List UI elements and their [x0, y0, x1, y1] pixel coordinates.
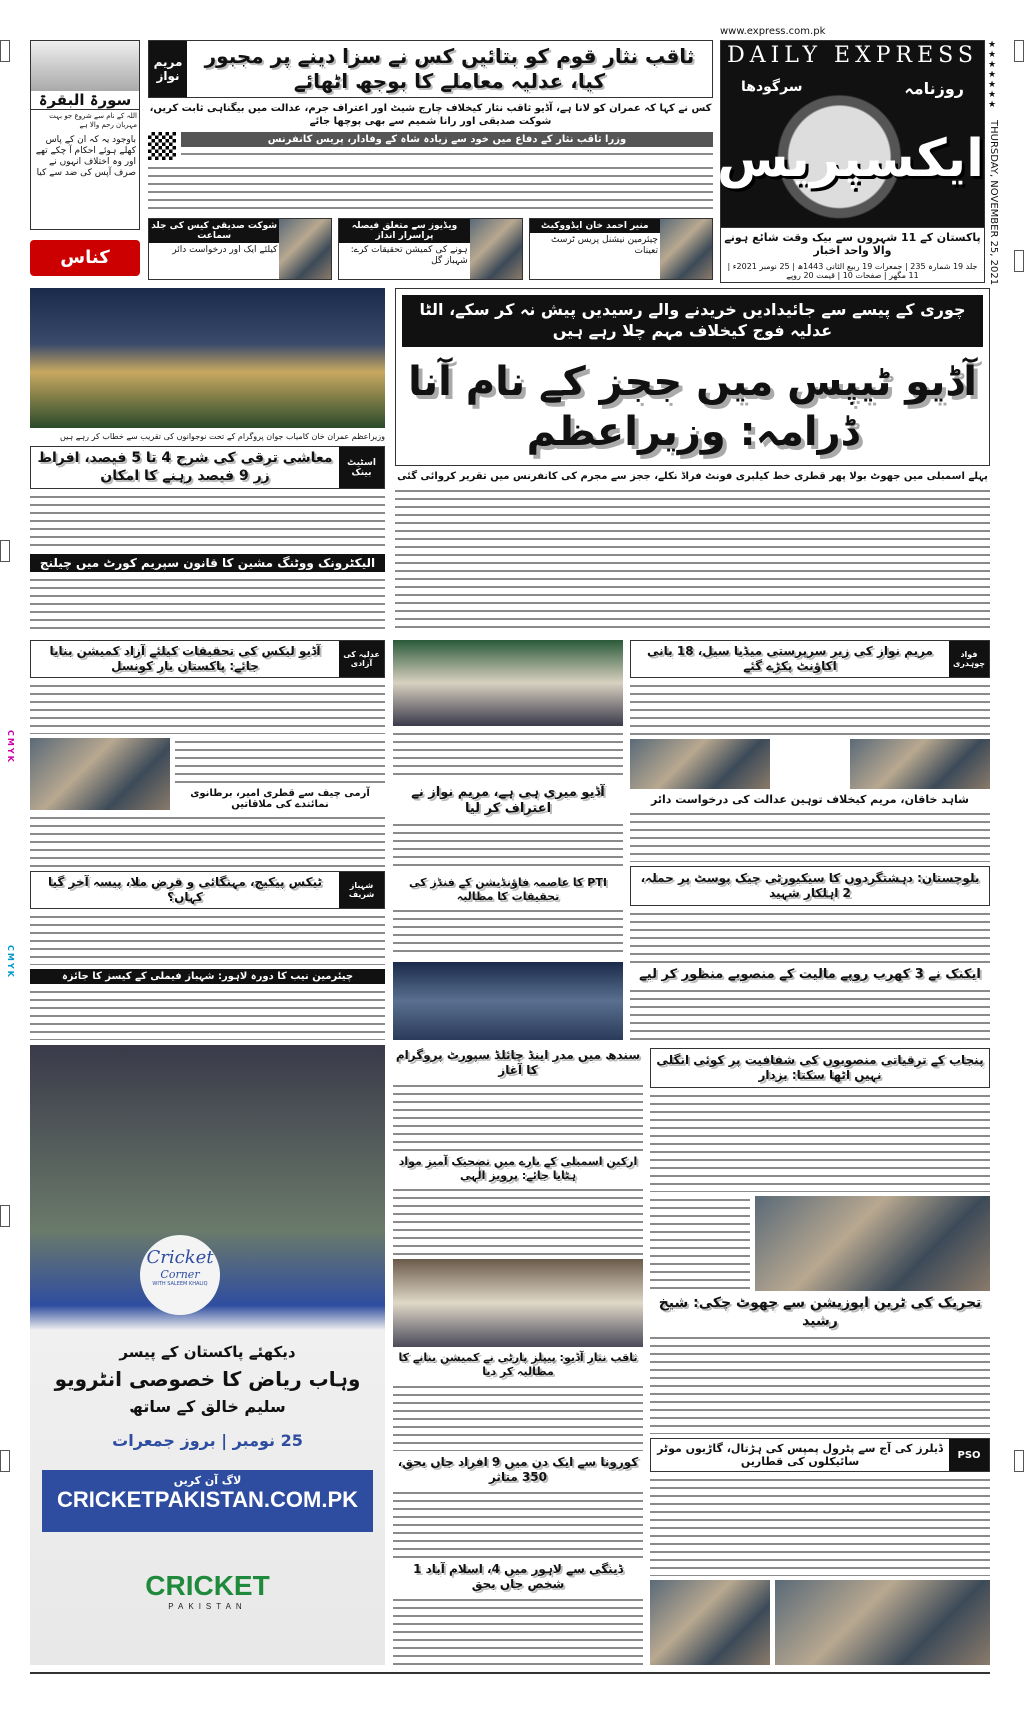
stars-icon: ★ ★ ★ ★ ★ ★ ★: [988, 40, 997, 110]
article-body: [175, 738, 385, 785]
profile-title: شوکت صدیقی کیس کی جلد سماعت: [149, 219, 279, 243]
quran-title: سورۃ البقرۃ: [31, 91, 139, 110]
profile-card: [529, 218, 713, 280]
cricket-pakistan-logo: CRICKET PAKISTAN: [145, 1570, 270, 1611]
right-column-middle: [630, 640, 990, 1040]
story-headline-box: [650, 1438, 990, 1472]
article-body: [395, 487, 990, 632]
article-body: [393, 1082, 643, 1151]
story-headline: کورونا سے ایک دن میں 9 افراد جاں بحق، 350 متاثر: [397, 1455, 639, 1485]
story-headline-box: [30, 640, 385, 678]
story-headline: ارکین اسمبلی کے بارے میں تضحیک آمیز مواد ہٹایا جائے: پرویز الٰہی: [398, 1154, 638, 1182]
profile-caption: کیلئے ایک اور درخواست دائر: [172, 245, 278, 255]
cmyk-mark: CMYK: [6, 730, 15, 764]
story-headline: ثاقب نثار آڈیو: پیپلز پارٹی نے کمیشن بنانے کا مطالبہ کر دیا: [398, 1351, 638, 1378]
article-body: [30, 814, 385, 866]
story-tag: شہباز شریف: [339, 872, 384, 908]
article-body: [650, 1196, 750, 1291]
story-headline: الیکٹرونک ووٹنگ مشین کا قانون سپریم کورٹ میں چیلنج: [30, 554, 385, 572]
article-body: [30, 913, 385, 965]
top-story-column: [148, 40, 713, 280]
article-body: [650, 1476, 990, 1576]
profile-caption: ہونے کی کمیشن تحقیقات کرے: شہباز گل: [350, 245, 468, 267]
qr-code: [148, 132, 176, 160]
quran-intro: اللہ کے نام سے شروع جو بہت مہربان رحم والا ہے: [49, 112, 137, 129]
article-body: [393, 907, 623, 958]
petrol-queue-photo: [650, 1580, 770, 1665]
cmyk-mark: CMYK: [6, 945, 15, 979]
story-headline-box: [630, 640, 990, 678]
article-body: [630, 682, 990, 735]
ad-small-kanas: کناس: [30, 240, 140, 276]
article-body: [30, 576, 385, 633]
story-headline: PTI کا عاصمہ فاؤنڈیشن کے فنڈز کی تحقیقات کا مطالبہ: [409, 875, 607, 903]
photo-caption: وزیراعظم عمران خان کامیاب جوان پروگرام کے تحت نوجوانوں کی تقریب سے خطاب کر رہے ہیں: [60, 432, 385, 441]
masthead-english-title: DAILY EXPRESS: [721, 41, 984, 71]
ad-line3: سلیم خالق کے ساتھ: [129, 1397, 286, 1416]
minister-photo: [850, 739, 990, 789]
meeting-photo: [755, 1196, 990, 1291]
crop-mark: [0, 40, 10, 62]
story-headline: آڈیو میری ہی ہے، مریم نواز نے اعتراف کر لیا: [411, 784, 605, 816]
story-headline: سندھ میں مدر اینڈ چائلڈ سپورٹ پروگرام کا آغاز: [395, 1048, 641, 1077]
top-story-subline: کس نے کہا کہ عمران کو لانا ہے، آڈیو ثاقب نثار کیخلاف چارج شیٹ اور اعتراف جرم، عدالت میں بیگناہی ثابت کریں، شوکت صدیقی اور رانا شمیم سے بھی پوچھا جائے: [149, 103, 712, 127]
ad-url: CRICKETPAKISTAN.COM.PK: [56, 1487, 359, 1512]
main-story-box: [395, 288, 990, 466]
article-body: [30, 493, 385, 550]
profile-card: [148, 218, 332, 280]
ad-date: 25 نومبر | بروز جمعرات: [112, 1431, 303, 1450]
story-headline: ڈیلرز کی آج سے پٹرول پمپس کی ہڑتال، گاڑیوں موٹر سائیکلوں کی قطاریں: [657, 1442, 943, 1468]
top-story-tag: مریم نواز: [149, 41, 187, 97]
crop-mark: [1014, 250, 1024, 272]
left-column-middle: [30, 640, 385, 1040]
cricket-ad[interactable]: [30, 1045, 385, 1665]
main-story-subline: پہلے اسمبلی میں جھوٹ بولا پھر قطری خط کیلبری فونٹ فراڈ نکلے، ججز سے مجرم کی کانفرنس میں تقریر کروائی گئی: [397, 470, 988, 482]
story-tag: اسٹیٹ بینک: [339, 447, 384, 488]
speech-photo: [393, 962, 623, 1040]
article-body: [393, 730, 623, 781]
story-headline: مریم نواز کی زیر سرپرستی میڈیا سیل، 18 بانی اکاؤنٹ پکڑے گئے: [647, 644, 933, 673]
article-body: [630, 810, 990, 863]
assembly-photo: [393, 1259, 643, 1347]
ad-url-banner[interactable]: [42, 1470, 373, 1532]
right-column-lower: [650, 1048, 990, 1665]
meeting-photo: [30, 738, 170, 810]
profile-title: منیر احمد خان ایڈووکیٹ: [530, 219, 660, 233]
crop-mark: [0, 1450, 10, 1472]
masthead-url: www.express.com.pk: [720, 26, 826, 37]
crop-mark: [1014, 40, 1024, 62]
pm-event-photo: [30, 288, 385, 428]
press-conference-photo: [775, 1580, 990, 1665]
story-headline: ایکنک نے 3 کھرب روپے مالیت کے منصوبے منظور کر لیے: [639, 967, 981, 983]
story-headline: چیئرمین نیب کا دورہ لاہور: شہباز فیملی کے کیسز کا جائزہ: [30, 969, 385, 984]
mosque-icon: [31, 41, 139, 91]
middle-column-lower: [393, 1048, 643, 1665]
page-bottom-rule: [30, 1672, 990, 1674]
quran-text: باوجود یہ کہ ان کے پاس کھلے ہوئے احکام آ چکے تھے اور وہ اختلاف انہوں نے صرف آپس کی ضد سے کیا: [35, 134, 136, 179]
article-body: [30, 988, 385, 1040]
left-column-top: [30, 288, 385, 632]
profile-caption: چیئرمین نیشنل پریس ٹرسٹ تعینات: [550, 235, 658, 257]
issue-info: جلد 19 شمارہ 235 | جمعرات 19 ربیع الثانی 1443ھ | 25 نومبر 2021ء | 11 مگھر | صفحات 10 | قیمت 20 روپے: [727, 262, 978, 280]
article-body: [650, 1092, 990, 1192]
article-body: [393, 821, 623, 872]
article-body: [181, 150, 713, 160]
story-headline: معاشی ترقی کی شرح 4 تا 5 فیصد، افراط زر 9 فیصد رہنے کا امکان: [37, 450, 333, 484]
crop-mark: [0, 540, 10, 562]
article-body: [393, 1186, 643, 1255]
ad-line1: دیکھئے پاکستان کے پیسر: [119, 1343, 296, 1361]
masthead-urdu-title: ایکسپریس: [716, 129, 984, 189]
profile-photo: [470, 219, 522, 279]
press-conference-photo: [393, 640, 623, 726]
story-tag: فواد چوہدری: [949, 641, 989, 677]
article-body: [650, 1334, 990, 1434]
story-headline: آڈیو لیکس کی تحقیقات کیلئے آزاد کمیشن بنایا جائے: پاکستان بار کونسل: [49, 644, 321, 673]
cricket-corner-logo: Cricket Corner WITH SALEEM KHALIQ: [140, 1235, 220, 1315]
story-tag: PSO: [949, 1439, 989, 1471]
top-story-headline-box: [148, 40, 713, 98]
article-body: [30, 682, 385, 734]
profiles-row: [148, 218, 713, 280]
main-story-headline: آڈیو ٹیپس میں ججز کے نام آنا ڈرامہ: وزیراعظم: [408, 358, 977, 455]
article-body: [630, 910, 990, 963]
main-story-kicker: چوری کے پیسے سے جائیدادیں خریدنے والے رسیدیں پیش نہ کر سکے، الٹا عدلیہ فوج کیخلاف مہم چلا رہے ہیں: [402, 295, 983, 347]
masthead-globe-logo: [716, 71, 984, 227]
profile-title: ویڈیوز سے متعلق فیصلہ پراسرار انداز: [339, 219, 469, 243]
story-headline-box: [30, 446, 385, 489]
story-headline: تحریک کی ٹرین اپوزیشن سے چھوٹ چکی: شیخ رشید: [658, 1295, 982, 1329]
masthead-date: THURSDAY, NOVEMBER 25, 2021: [988, 120, 999, 286]
article-body: [393, 1489, 643, 1558]
story-headline: آرمی چیف سے قطری امیر، برطانوی نمائندے کی ملاقاتیں: [190, 788, 370, 811]
profile-card: [338, 218, 522, 280]
quran-box: [30, 40, 140, 230]
crop-mark: [1014, 1450, 1024, 1472]
masthead: [716, 40, 985, 283]
profile-photo: [279, 219, 331, 279]
story-headline-box: [30, 871, 385, 909]
top-story-bar: وزرا ثاقب نثار کے دفاع میں خود سے زیادہ شاہ کے وفادار، پریس کانفرنس: [181, 132, 713, 147]
masthead-tagline: پاکستان کے 11 شہروں سے بیک وقت شائع ہونے والا واحد اخبار: [721, 227, 984, 260]
main-story-column: [395, 288, 990, 632]
article-body: [393, 1383, 643, 1452]
top-story-headline: ثاقب نثار قوم کو بتائیں کس نے سزا دینے پر مجبور کیا، عدلیہ معاملے کا بوجھ اٹھائے: [204, 44, 695, 93]
middle-column-middle: [393, 640, 623, 1040]
masthead-urdu-prefix: روزنامہ: [904, 79, 964, 98]
profile-photo: [660, 219, 712, 279]
ad-line2: وہاب ریاض کا خصوصی انٹرویو: [54, 1367, 361, 1391]
minister-photo: [630, 739, 770, 789]
masthead-edition: سرگودھا: [741, 79, 803, 95]
article-body: [630, 987, 990, 1040]
story-tag: عدلیہ کی آزادی: [339, 641, 384, 677]
ad-login: لاگ آن کریں: [173, 1474, 242, 1487]
article-body: [393, 1596, 643, 1665]
story-headline: ڈینگی سے لاہور میں 4، اسلام آباد 1 شخص جاں بحق: [413, 1562, 623, 1592]
story-headline: شاہد خاقان، مریم کیخلاف توہین عدالت کی درخواست دائر: [651, 792, 969, 806]
crop-mark: [0, 1205, 10, 1227]
article-body: [148, 164, 713, 214]
story-headline: پنجاب کے ترقیاتی منصوبوں کی شفافیت پر کوئی انگلی نہیں اٹھا سکتا: بزدار: [650, 1048, 990, 1088]
story-headline: ٹیکس پیکیج، مہنگائی و قرض ملا، پیسہ آخر گیا کہاں؟: [47, 874, 323, 904]
story-headline: بلوچستان: دہشتگردوں کا سیکیورٹی چیک پوسٹ پر حملہ، 2 اہلکار شہید: [630, 866, 990, 906]
